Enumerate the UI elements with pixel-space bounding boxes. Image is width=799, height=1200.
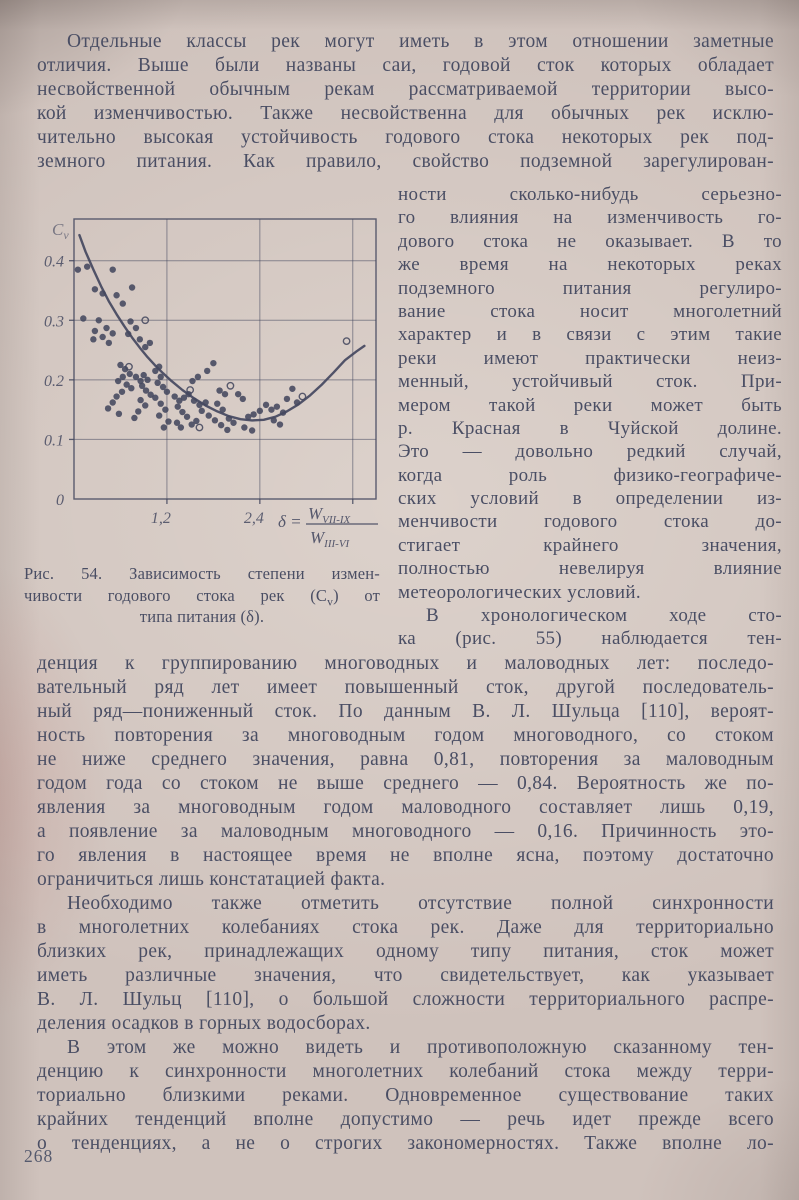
text-line: годом года со стоком не выше среднего — 0,84. Вероятность же по- <box>37 773 774 794</box>
data-point <box>127 371 133 377</box>
data-point <box>212 417 218 423</box>
data-point <box>191 398 197 404</box>
text-line: метеорологических условий. <box>398 581 642 603</box>
x-tick-label: 1,2 <box>150 510 171 527</box>
data-point <box>289 386 295 392</box>
data-point <box>185 391 191 397</box>
right-column-paragraph-2 <box>398 604 782 651</box>
data-point <box>250 411 256 417</box>
data-point <box>129 284 135 290</box>
text-line: ских условий в определении из- <box>398 488 782 510</box>
text-line: вание стока носит многолетний <box>398 300 782 322</box>
data-point <box>110 399 116 405</box>
data-point <box>189 378 195 384</box>
data-point <box>131 415 137 421</box>
data-point <box>218 422 224 428</box>
data-point <box>280 409 286 415</box>
data-point <box>224 427 230 433</box>
data-point <box>125 331 131 337</box>
data-point <box>152 395 158 401</box>
data-point <box>257 408 263 414</box>
data-point <box>80 315 86 321</box>
data-point-open <box>227 383 233 389</box>
text-line: о тенденциях, а не о строгих закономерностях. Также вполне ло- <box>37 1133 774 1154</box>
text-line: ториально близкими реками. Одновременное существование таких <box>37 1085 774 1106</box>
text-line: В хронологическом ходе сто- <box>426 605 782 626</box>
data-point <box>135 408 141 414</box>
text-line: характер и в связи с этим такие <box>398 324 782 346</box>
data-point <box>271 417 277 423</box>
text-line: типа питания (δ). <box>139 607 265 626</box>
text-line: мером такой реки может быть <box>398 394 782 416</box>
figure-54-chart <box>16 193 400 551</box>
data-point <box>294 399 300 405</box>
data-point <box>178 424 184 430</box>
y-axis-title: $C_v$ <box>52 220 69 242</box>
data-point-open <box>343 338 349 344</box>
data-point <box>147 340 153 346</box>
paragraph-top <box>37 30 774 174</box>
data-point <box>156 412 162 418</box>
data-point <box>249 427 255 433</box>
data-point <box>137 397 143 403</box>
text-line: близких рек, принадлежащих одному типу питания, сток может <box>37 941 774 962</box>
data-point <box>216 387 222 393</box>
data-point <box>268 406 274 412</box>
text-line: го явления в настоящее время не вполне ясна, поэтому достаточно <box>37 845 774 866</box>
data-point <box>99 290 105 296</box>
data-point <box>184 414 190 420</box>
data-point <box>144 377 150 383</box>
data-point <box>92 286 98 292</box>
data-point <box>235 391 241 397</box>
text-line: менчивости годового стока до- <box>398 511 782 533</box>
data-point <box>219 406 225 412</box>
text-line: В этом же можно видеть и противоположную сказанному тен- <box>67 1037 774 1058</box>
data-point <box>214 400 220 406</box>
right-column-paragraph-1 <box>398 183 782 604</box>
svg-text:WVII-IX: $W_{VII-IX}$ <box>308 504 351 526</box>
text-line: вательный ряд лет имеет повышенный сток, другой последователь- <box>37 677 774 698</box>
text-line: ность повторения за многоводным годом многоводного, со стоком <box>37 725 774 746</box>
text-line: земного питания. Как правило, свойство подземной зарегулирован- <box>37 151 774 172</box>
text-line: Необходимо также отметить отсутствие полной синхронности <box>67 893 774 914</box>
text-line: Рис. 54. Зависимость степени измен- <box>24 564 380 583</box>
data-point <box>204 368 210 374</box>
data-point <box>162 406 168 412</box>
text-line: когда роль физико-географиче- <box>398 464 782 486</box>
text-line: денция к группированию многоводных и маловодных лет: последо- <box>37 653 774 674</box>
data-point <box>103 325 109 331</box>
text-line: чительно высокая устойчивость годового стока некоторых рек под- <box>37 127 774 148</box>
svg-text:δ =: δ = <box>278 512 302 531</box>
paragraph-bottom-2 <box>37 892 774 1036</box>
text-line: иметь различные значения, что свидетельствует, как указывает <box>37 965 774 986</box>
data-point <box>156 364 162 370</box>
data-point <box>199 408 205 414</box>
text-line: же время на некоторых реках <box>398 254 782 276</box>
data-point <box>115 378 121 384</box>
data-point <box>222 391 228 397</box>
data-point-open <box>299 393 305 399</box>
data-point <box>179 409 185 415</box>
text-line: стигает крайнего значения, <box>398 534 782 556</box>
y-tick-label: 0 <box>56 492 64 509</box>
data-point <box>277 421 283 427</box>
data-point <box>206 412 212 418</box>
text-line: ности сколько-нибудь серьезно- <box>398 184 782 205</box>
data-point <box>133 325 139 331</box>
data-point <box>119 389 125 395</box>
data-point <box>284 396 290 402</box>
text-line: чивости годового стока рек $(C_v)$ от <box>24 585 380 606</box>
text-line: несвойственной обычным рекам рассматриваемой территории высо- <box>37 79 774 100</box>
data-point <box>154 380 160 386</box>
data-point <box>75 266 81 272</box>
text-line: кой изменчивостью. Также несвойственна для обычных рек исклю- <box>37 103 774 124</box>
text-line: ограничиться лишь констатацией факта. <box>37 869 386 890</box>
data-point <box>202 399 208 405</box>
data-point <box>240 396 246 402</box>
text-line: дового стока не оказывает. В то <box>398 230 782 252</box>
data-point <box>165 418 171 424</box>
text-line: крайних тенденций вполне допустимо — речь идет прежде всего <box>37 1109 774 1130</box>
data-point <box>142 402 148 408</box>
data-point <box>84 263 90 269</box>
data-point <box>196 402 202 408</box>
data-point <box>96 317 102 323</box>
text-line: отличия. Выше были названы саи, годовой сток которых обладает <box>37 55 774 76</box>
data-point <box>195 374 201 380</box>
text-line: в многолетних колебаниях стока рек. Даже для территориально <box>37 917 774 938</box>
text-line: Это — довольно редкий случай, <box>398 441 782 463</box>
svg-text:WIII-VI: $W_{III-VI}$ <box>310 528 350 550</box>
data-point <box>113 393 119 399</box>
figure-caption <box>24 563 380 628</box>
text-line: не ниже среднего значения, равна 0,81, повторения за маловодным <box>37 749 774 770</box>
data-point <box>158 374 164 380</box>
page-number: 268 <box>24 1146 54 1166</box>
data-point <box>193 418 199 424</box>
text-line: денцию к синхронности многолетних колебаний стока между терри- <box>37 1061 774 1082</box>
data-point <box>175 403 181 409</box>
data-point <box>120 300 126 306</box>
data-point <box>164 389 170 395</box>
text-line: деления осадков в горных водосборах. <box>37 1013 371 1034</box>
text-line: реки имеют практически неиз- <box>398 347 782 369</box>
text-line: В. Л. Шульц [110], о большой сложности территориального распре- <box>37 989 774 1010</box>
data-point <box>263 402 269 408</box>
text-line: подземного питания регулиро- <box>398 277 782 299</box>
y-tick-label: 0.3 <box>44 313 64 331</box>
data-point-open <box>196 424 202 430</box>
data-point <box>158 400 164 406</box>
data-point <box>230 420 236 426</box>
data-point <box>127 318 133 324</box>
data-point <box>161 424 167 430</box>
text-line: менный, устойчивый сток. При- <box>398 371 782 393</box>
text-line: полностью невелируя влияние <box>398 558 782 580</box>
x-tick-label: 2,4 <box>243 510 264 527</box>
data-point <box>99 334 105 340</box>
data-point <box>241 424 247 430</box>
data-point <box>210 360 216 366</box>
data-point <box>137 336 143 342</box>
data-point <box>128 385 134 391</box>
paragraph-bottom-3 <box>37 1036 774 1156</box>
x-axis-title <box>278 504 378 550</box>
data-point <box>105 405 111 411</box>
text-line: ный ряд—пониженный сток. По данным В. Л. Шульца [110], вероят- <box>37 701 774 722</box>
text-line: явления за многоводным годом маловодного составляет лишь 0,19, <box>37 797 774 818</box>
text-line: а появление за маловодным многоводного — 0,16. Причинность это- <box>37 821 774 842</box>
data-point <box>92 328 98 334</box>
data-point <box>116 411 122 417</box>
text-line: го влияния на изменчивость го- <box>398 207 782 229</box>
y-tick-label: 0.1 <box>44 432 64 450</box>
y-tick-label: 0.4 <box>44 253 64 271</box>
data-point <box>110 266 116 272</box>
paragraph-bottom-1 <box>37 652 774 892</box>
data-point <box>274 403 280 409</box>
data-point <box>90 336 96 342</box>
data-point <box>106 340 112 346</box>
text-line: ка (рис. 55) наблюдается тен- <box>398 628 782 650</box>
y-tick-label: 0.2 <box>44 372 64 390</box>
text-line: Отдельные классы рек могут иметь в этом отношении заметные <box>67 31 774 52</box>
text-line: р. Красная в Чуйской долине. <box>398 417 782 439</box>
data-point <box>110 330 116 336</box>
data-point <box>113 292 119 298</box>
